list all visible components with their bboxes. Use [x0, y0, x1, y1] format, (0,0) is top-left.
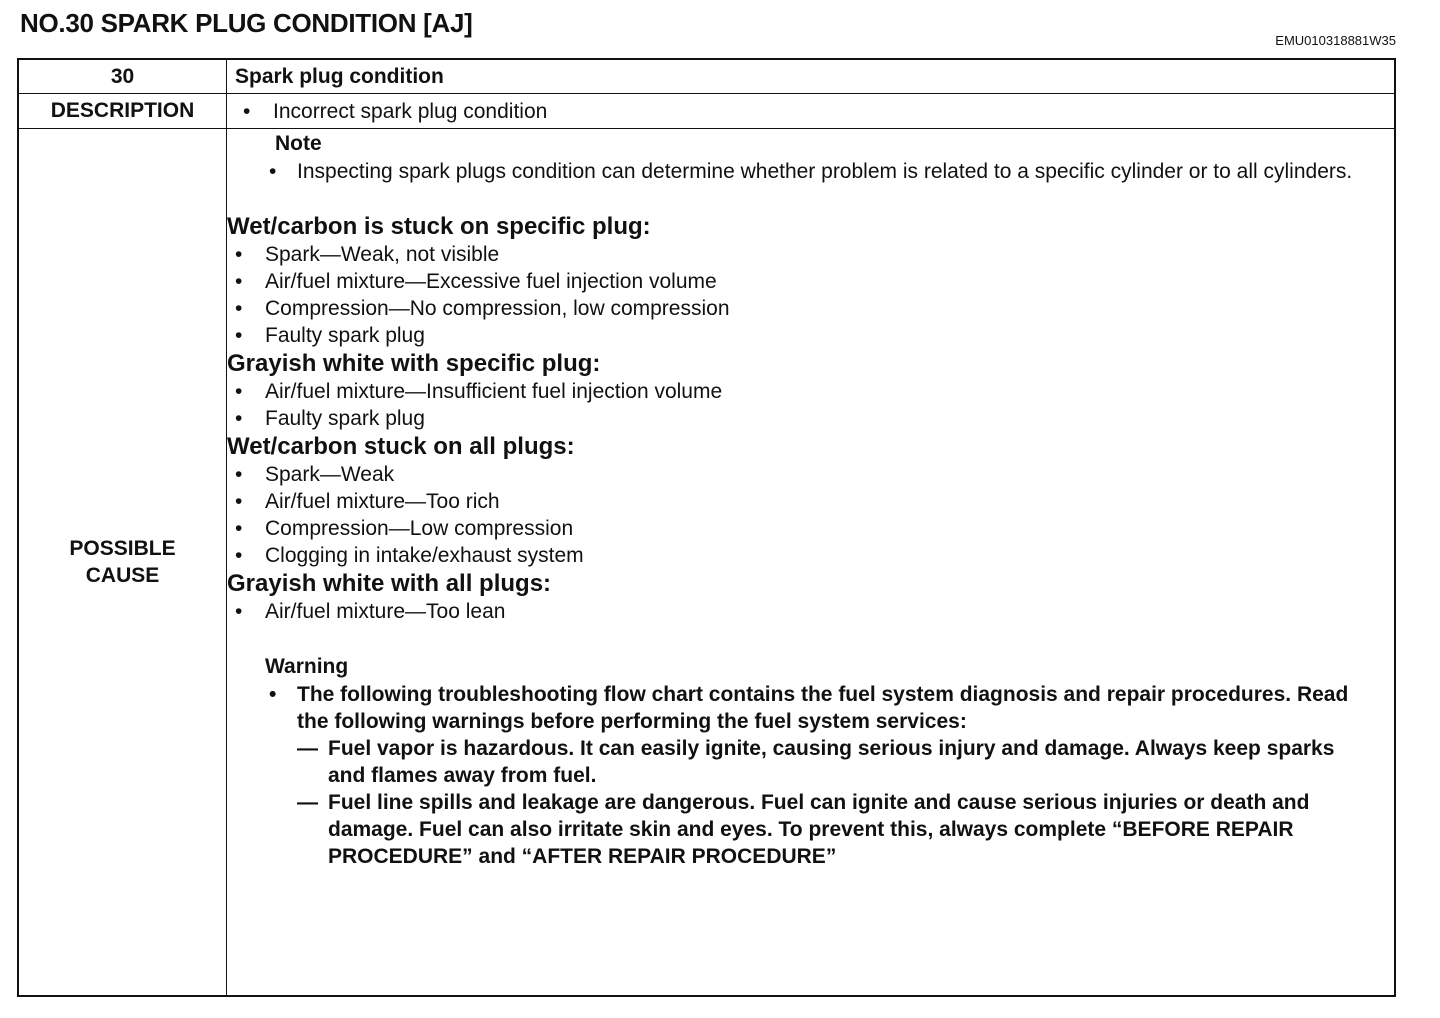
list-item: • Spark—Weak [227, 461, 1394, 488]
warning-item: • The following troubleshooting flow chart contains the fuel system diagnosis and repair procedures. Read the following warnings before performing the fuel system services: [227, 681, 1394, 735]
list-item: • Air/fuel mixture—Excessive fuel injection volume [227, 268, 1394, 295]
note-item: • Inspecting spark plugs condition can determine whether problem is related to a specific cylinder or to all cylinders. [227, 158, 1394, 185]
list-item: • Faulty spark plug [227, 322, 1394, 349]
description-label: DESCRIPTION [18, 94, 227, 129]
list-item: • Air/fuel mixture—Too lean [227, 598, 1394, 625]
table-row-number [18, 59, 1395, 94]
document-id: EMU010318881W35 [1275, 33, 1396, 48]
list-item: • Air/fuel mixture—Too rich [227, 488, 1394, 515]
list-item: • Clogging in intake/exhaust system [227, 542, 1394, 569]
list-item: • Spark—Weak, not visible [227, 241, 1394, 268]
warning-sub-item: — Fuel vapor is hazardous. It can easily ignite, causing serious injury and damage. Always keep sparks and flames away from fuel. [227, 735, 1394, 789]
list-item: • Compression—Low compression [227, 515, 1394, 542]
note-heading: Note [275, 132, 322, 155]
list-item: • Compression—No compression, low compression [227, 295, 1394, 322]
step-name: Spark plug condition [227, 59, 1396, 94]
list-item: • Faulty spark plug [227, 405, 1394, 432]
table-row-description [18, 94, 1395, 129]
list-item: • Air/fuel mixture—Insufficient fuel injection volume [227, 378, 1394, 405]
description-cell [227, 94, 1396, 129]
warning-heading: Warning [265, 655, 349, 678]
step-number: 30 [18, 59, 227, 94]
possible-cause-label-line2: CAUSE [85, 564, 160, 587]
possible-cause-label [18, 129, 227, 997]
section-heading-gray-all: Grayish white with all plugs: [227, 570, 552, 597]
section-heading-wet-specific: Wet/carbon is stuck on specific plug: [227, 213, 651, 240]
table-row-possible-cause [18, 129, 1395, 997]
description-item: • Incorrect spark plug condition [227, 98, 1394, 125]
section-heading-wet-all: Wet/carbon stuck on all plugs: [227, 433, 575, 460]
possible-cause-label-line1: POSSIBLE [69, 537, 176, 560]
page-title: NO.30 SPARK PLUG CONDITION [AJ] [20, 8, 473, 38]
troubleshooting-table [17, 58, 1396, 997]
possible-cause-content [227, 129, 1396, 997]
warning-sub-item: — Fuel line spills and leakage are dangerous. Fuel can ignite and cause serious injuries or death and damage. Fuel can also irritate skin and eyes. To prevent this, always complete “BEFORE REPAIR PROCEDURE” and “AFTER REPAIR PROCEDURE” [227, 789, 1394, 870]
section-heading-gray-specific: Grayish white with specific plug: [227, 350, 601, 377]
